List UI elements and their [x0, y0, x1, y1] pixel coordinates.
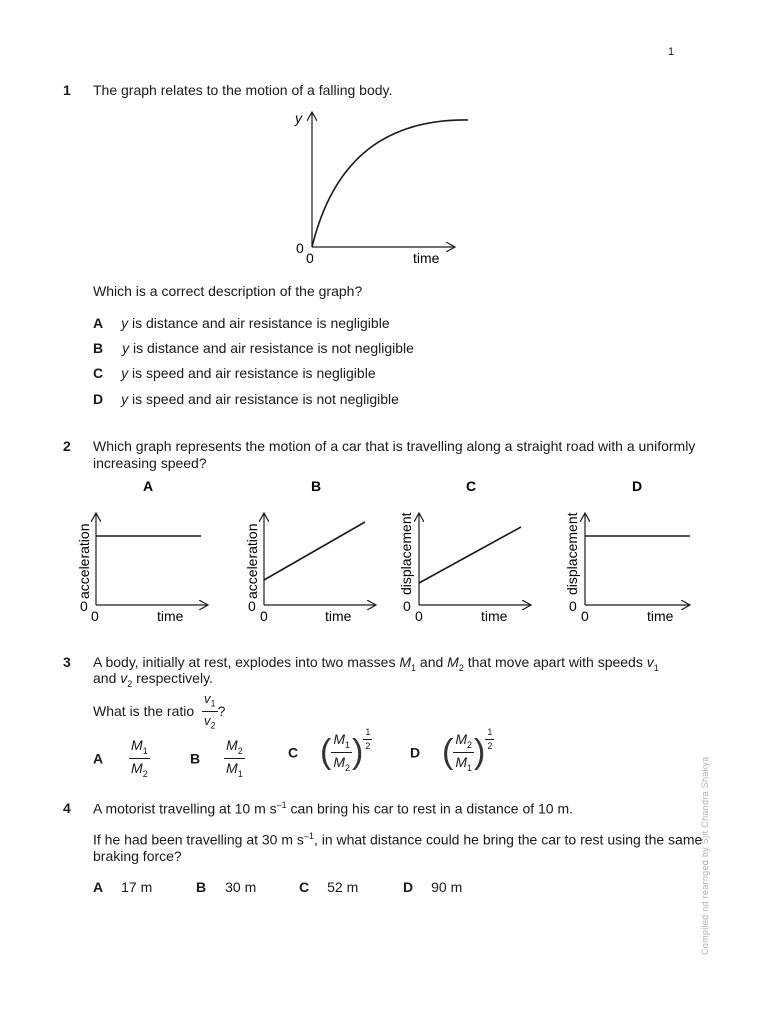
question-2-stem-line1: Which graph represents the motion of a car that is travelling along a straight road with a uniformly	[93, 438, 696, 454]
close-paren: )	[474, 732, 486, 771]
option-var: y	[121, 391, 129, 407]
option-var: y	[121, 365, 129, 381]
q2-c-plot-line	[419, 527, 521, 583]
question-1-prompt: Which is a correct description of the graph?	[93, 283, 363, 299]
q2-d-origin-y: 0	[569, 598, 577, 614]
question-1-number: 1	[63, 82, 71, 98]
option-letter: A	[93, 750, 104, 767]
q2-a-x-label: time	[157, 608, 184, 624]
q2-d-y-label: displacement	[564, 512, 580, 595]
question-2-graphs	[60, 470, 710, 630]
question-1-graph	[280, 105, 480, 275]
option-letter: D	[403, 879, 414, 895]
open-paren: (	[320, 732, 332, 771]
option-letter: D	[410, 744, 421, 761]
q2-graph-b-letter: B	[311, 478, 322, 494]
q1-curve	[312, 120, 468, 247]
q2-graph-a-letter: A	[143, 478, 154, 494]
option-letter: A	[93, 315, 104, 331]
question-3-number: 3	[63, 654, 71, 670]
question-2-number: 2	[63, 438, 71, 454]
q4-option-c[interactable]	[299, 879, 358, 895]
q3-option-d[interactable]	[410, 727, 494, 773]
option-letter: D	[93, 391, 104, 407]
option-c-fraction: $\frac{M_1}{M_2}$	[333, 731, 351, 773]
option-text: is distance and air resistance is not negligible	[129, 340, 414, 356]
watermark: Compiled nd rearnged by Sjit Chandra Shakya	[700, 756, 710, 955]
ratio-fraction: $\frac{v_1}{v_2}$	[204, 691, 216, 731]
option-letter: A	[93, 879, 104, 895]
q1-origin-y: 0	[296, 240, 304, 256]
q1-y-label: y	[295, 110, 302, 126]
q3-option-a[interactable]	[93, 738, 150, 779]
option-text: is speed and air resistance is not negligible	[128, 391, 399, 407]
question-4-line1: A motorist travelling at 10 m $s^{-1}$ can bring his car to rest in a distance of 10 m.	[93, 800, 574, 817]
option-c-exponent: $\frac{1}{2}$	[365, 727, 371, 751]
option-letter: B	[93, 340, 104, 356]
q2-graph-c-letter: C	[466, 478, 477, 494]
q2-c-origin-y: 0	[403, 598, 411, 614]
q2-d-x-label: time	[647, 608, 674, 624]
question-3-ratio-prompt: What is the ratio $\frac{v_1}{v_2}$ ?	[93, 691, 226, 731]
option-b-fraction: $\frac{M_2}{M_1}$	[226, 737, 243, 779]
q2-graph-d-letter: D	[632, 478, 643, 494]
q2-graph-a[interactable]	[76, 478, 207, 624]
option-value: 30 m	[225, 879, 257, 895]
q2-c-origin-x: 0	[415, 608, 423, 624]
q1-option-d[interactable]	[93, 391, 399, 407]
q2-b-x-label: time	[325, 608, 352, 624]
q4-option-b[interactable]	[196, 879, 256, 895]
question-2-stem-line2: increasing speed?	[93, 455, 207, 471]
page-number: 1	[668, 46, 675, 58]
close-paren: )	[352, 732, 364, 771]
q2-b-origin-x: 0	[260, 608, 268, 624]
question-4-line3: braking force?	[93, 848, 182, 864]
option-var: y	[121, 315, 129, 331]
option-text: is distance and air resistance is negligible	[128, 315, 390, 331]
q2-b-plot-line	[264, 522, 365, 580]
q2-graph-c[interactable]	[398, 478, 530, 624]
option-value: 90 m	[431, 879, 463, 895]
q2-a-origin-y: 0	[80, 598, 88, 614]
question-4-line2: If he had been travelling at 30 m $s^{-1}$, in what distance could he bring the car to rest using the same	[93, 831, 703, 848]
q2-c-y-label: displacement	[398, 512, 414, 595]
q3-option-c[interactable]	[288, 727, 372, 773]
q1-origin-x: 0	[306, 250, 314, 266]
q3-option-b[interactable]	[190, 738, 245, 779]
option-letter: B	[196, 879, 207, 895]
option-letter: C	[93, 365, 104, 381]
q2-a-y-label: acceleration	[76, 523, 92, 599]
question-3-stem-line1: A body, initially at rest, explodes into two masses $M_1$ and $M_2$ that move apart with speeds $v_1$	[93, 654, 659, 673]
q1-option-a[interactable]	[93, 315, 390, 331]
option-text: is speed and air resistance is negligible	[128, 365, 376, 381]
q4-option-d[interactable]	[403, 879, 462, 895]
option-letter: B	[190, 750, 201, 767]
q4-option-a[interactable]	[93, 879, 152, 895]
option-letter: C	[288, 744, 299, 761]
option-value: 52 m	[327, 879, 359, 895]
question-4-number: 4	[63, 800, 71, 816]
q2-a-origin-x: 0	[91, 608, 99, 624]
q2-d-origin-x: 0	[581, 608, 589, 624]
option-var: y	[122, 340, 130, 356]
q2-graph-d[interactable]	[564, 478, 690, 624]
q2-graph-b[interactable]	[244, 478, 375, 624]
option-value: 17 m	[121, 879, 153, 895]
question-3-stem-line2: and $v_2$ respectively.	[93, 670, 213, 689]
option-a-fraction: $\frac{M_1}{M_2}$	[131, 737, 148, 779]
q1-x-label: time	[413, 250, 440, 266]
open-paren: (	[442, 732, 454, 771]
option-letter: C	[299, 879, 310, 895]
option-d-fraction: $\frac{M_2}{M_1}$	[455, 731, 473, 773]
q2-c-x-label: time	[481, 608, 508, 624]
q1-option-c[interactable]	[93, 365, 376, 381]
option-d-exponent: $\frac{1}{2}$	[487, 727, 493, 751]
q2-b-y-label: acceleration	[244, 523, 260, 599]
q1-option-b[interactable]	[93, 340, 414, 356]
question-1-stem: The graph relates to the motion of a falling body.	[93, 82, 393, 98]
q2-b-origin-y: 0	[248, 598, 256, 614]
